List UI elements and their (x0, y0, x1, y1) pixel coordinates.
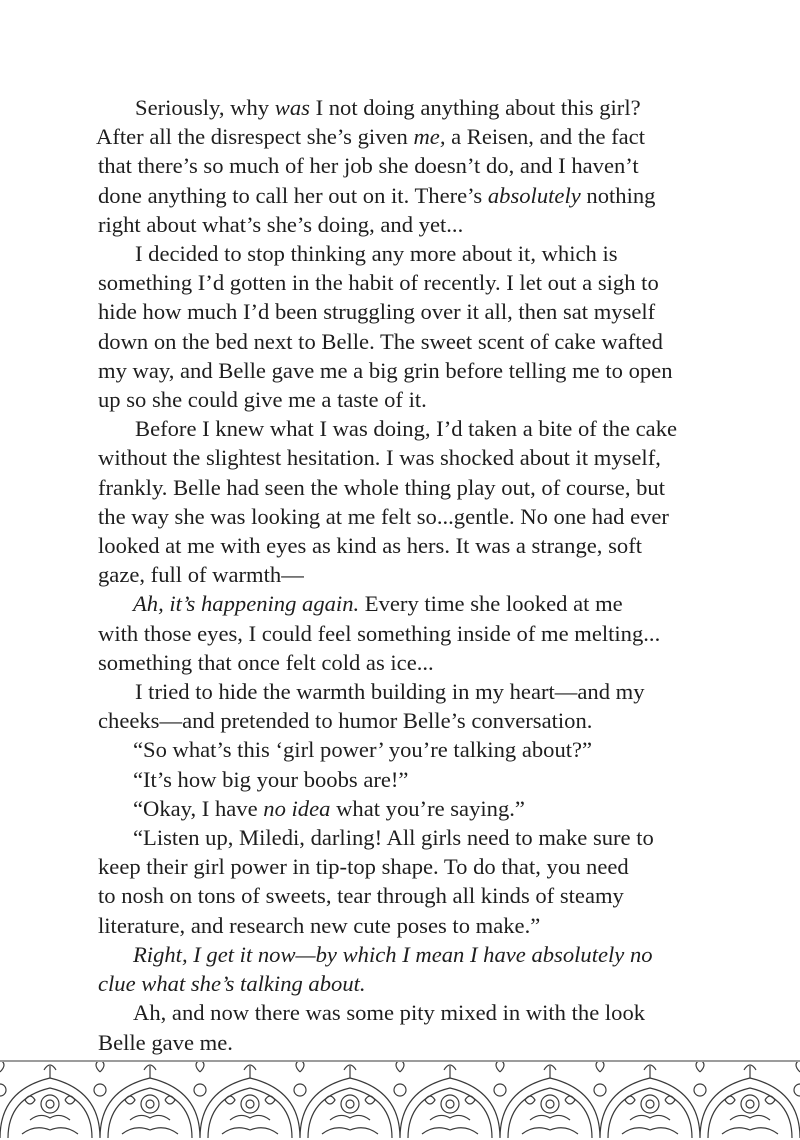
text-line (98, 502, 738, 531)
text-run: down on the bed next to Belle. The sweet scent of cake wafted (98, 328, 663, 354)
text-run: without the slightest hesitation. I was shocked about it myself, (98, 445, 661, 471)
text-line (98, 940, 738, 969)
text-run: Belle gave me. (98, 1029, 233, 1055)
text-line (98, 239, 738, 268)
text-run: hide how much I’d been struggling over it all, then sat myself (98, 299, 656, 325)
text-run: Every time she looked at me (359, 591, 623, 617)
italic-text: clue what she’s talking about. (98, 971, 366, 997)
text-line (98, 560, 738, 589)
text-line (98, 531, 738, 560)
text-run: up so she could give me a taste of it. (98, 387, 427, 413)
text-line (98, 93, 738, 122)
text-line (98, 765, 738, 794)
text-line (98, 414, 738, 443)
text-line (98, 589, 738, 618)
ornamental-border-icon (0, 1060, 800, 1140)
text-line (98, 268, 738, 297)
text-run: keep their girl power in tip-top shape. To do that, you need (98, 854, 629, 880)
text-line (98, 356, 738, 385)
text-run: to nosh on tons of sweets, tear through all kinds of steamy (98, 883, 624, 909)
text-line (98, 911, 738, 940)
text-run: something I’d gotten in the habit of recently. I let out a sigh to (98, 270, 659, 296)
text-run: nothing (580, 182, 656, 208)
text-line (98, 151, 738, 180)
text-line (98, 794, 738, 823)
text-line (98, 706, 738, 735)
text-run: I tried to hide the warmth building in my heart—and my (135, 679, 645, 705)
text-line (98, 852, 738, 881)
text-run: “It’s how big your boobs are!” (133, 766, 409, 792)
text-run: done anything to call her out on it. There’s (98, 182, 488, 208)
text-run: I decided to stop thinking any more about it, which is (135, 241, 618, 267)
italic-text: me, (413, 124, 446, 150)
text-run: a Reisen, and the fact (445, 124, 645, 150)
text-line (98, 881, 738, 910)
text-run: Seriously, why (135, 95, 275, 120)
italic-text: no idea (263, 795, 331, 821)
italic-text: Right, I get it now—by which I mean I have absolutely no (133, 941, 653, 967)
text-line (96, 122, 738, 151)
text-line (98, 181, 738, 210)
text-line (98, 473, 738, 502)
text-line (98, 735, 738, 764)
text-run: with those eyes, I could feel something inside of me melting... (98, 620, 661, 646)
text-run: the way she was looking at me felt so...gentle. No one had ever (98, 503, 669, 529)
text-run: frankly. Belle had seen the whole thing play out, of course, but (98, 474, 665, 500)
page-text (98, 93, 738, 1057)
text-line (98, 648, 738, 677)
text-run: cheeks—and pretended to humor Belle’s conversation. (98, 708, 593, 734)
text-line (98, 443, 738, 472)
text-line (98, 385, 738, 414)
text-run: Ah, and now there was some pity mixed in with the look (133, 1000, 646, 1026)
text-line (98, 677, 738, 706)
text-run: Before I knew what I was doing, I’d taken a bite of the cake (135, 416, 678, 442)
text-run: After all the disrespect she’s given (96, 124, 414, 150)
italic-text: Ah, it’s happening again. (133, 591, 360, 617)
text-run: looked at me with eyes as kind as hers. It was a strange, soft (98, 533, 642, 559)
text-line (98, 210, 738, 239)
text-line (98, 297, 738, 326)
text-line (98, 823, 738, 852)
text-run: I not doing anything about this girl? (309, 95, 641, 120)
text-run: literature, and research new cute poses to make.” (98, 912, 541, 938)
text-run: gaze, full of warmth— (98, 562, 304, 588)
text-line (98, 969, 738, 998)
italic-text: absolutely (487, 182, 581, 208)
text-run: “Listen up, Miledi, darling! All girls need to make sure to (133, 825, 654, 851)
text-line (98, 998, 738, 1027)
text-run: my way, and Belle gave me a big grin before telling me to open (98, 357, 673, 383)
text-line (98, 327, 738, 356)
text-line (98, 1028, 738, 1057)
text-run: what you’re saying.” (330, 795, 525, 821)
text-line (98, 619, 738, 648)
text-run: something that once felt cold as ice... (98, 649, 434, 675)
text-run: “Okay, I have (133, 795, 264, 821)
italic-text: was (274, 95, 310, 120)
text-run: “So what’s this ‘girl power’ you’re talking about?” (133, 737, 593, 763)
text-run: right about what’s she’s doing, and yet... (98, 211, 464, 237)
text-run: that there’s so much of her job she doesn’t do, and I haven’t (98, 153, 639, 179)
